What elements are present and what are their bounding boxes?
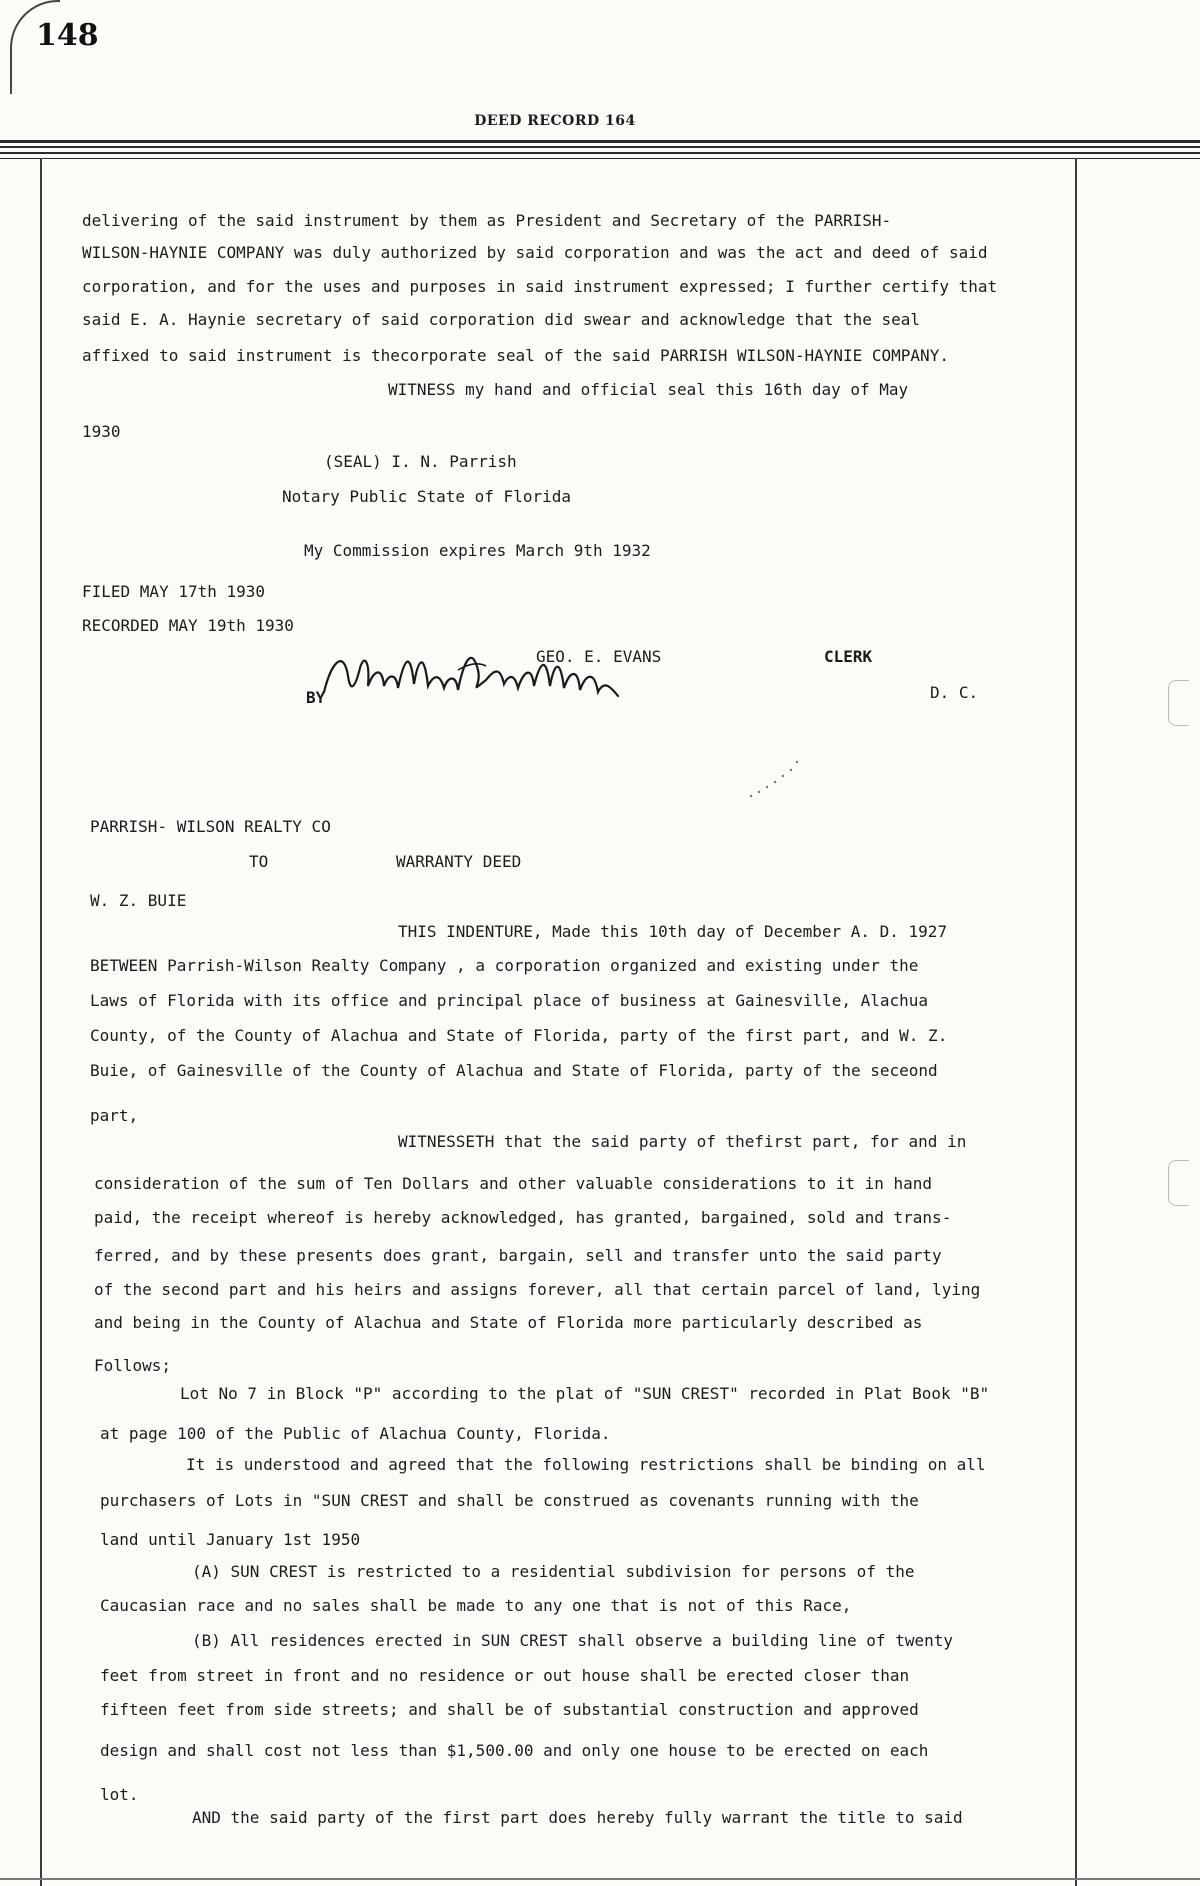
text-line: (B) All residences erected in SUN CREST shall observe a building line of twenty [192, 1631, 953, 1650]
text-line: WARRANTY DEED [396, 852, 522, 871]
text-line: Lot No 7 in Block "P" according to the plat of "SUN CREST" recorded in Plat Book "B" [180, 1384, 990, 1403]
text-line: feet from street in front and no residence or out house shall be erected closer than [100, 1666, 910, 1685]
faint-stamp-mark [745, 752, 805, 802]
text-line: 1930 [82, 422, 121, 441]
text-line: consideration of the sum of Ten Dollars and other valuable considerations to it in hand [94, 1174, 933, 1193]
running-head: DEED RECORD 164 [474, 113, 636, 129]
text-line: affixed to said instrument is thecorporate seal of the said PARRISH WILSON-HAYNIE COMPANY. [82, 346, 949, 365]
text-line: County, of the County of Alachua and State of Florida, party of the first part, and W. Z. [90, 1026, 948, 1045]
text-line: said E. A. Haynie secretary of said corporation did swear and acknowledge that the seal [82, 310, 921, 329]
text-line: BETWEEN Parrish-Wilson Realty Company , a corporation organized and existing under the [90, 956, 919, 975]
page-number: 148 [36, 18, 99, 53]
text-line: paid, the receipt whereof is hereby acknowledged, has granted, bargained, sold and trans- [94, 1208, 952, 1227]
header-rule [0, 146, 1200, 148]
header-rule [0, 158, 1200, 159]
text-line: delivering of the said instrument by them as President and Secretary of the PARRISH- [82, 211, 892, 230]
text-line: It is understood and agreed that the following restrictions shall be binding on all [186, 1455, 986, 1474]
text-line: part, [90, 1106, 139, 1125]
text-line: (A) SUN CREST is restricted to a residential subdivision for persons of the [192, 1562, 915, 1581]
text-line: purchasers of Lots in "SUN CREST and shall be construed as covenants running with the [100, 1491, 919, 1510]
text-line: ferred, and by these presents does grant, bargain, sell and transfer unto the said party [94, 1246, 942, 1265]
text-line: D. C. [930, 683, 979, 702]
text-line: FILED MAY 17th 1930 [82, 582, 266, 601]
text-line: BY [306, 688, 326, 707]
text-line: W. Z. BUIE [90, 891, 187, 910]
text-line: (SEAL) I. N. Parrish [324, 452, 517, 471]
bottom-rule [0, 1878, 1200, 1880]
text-line: WITNESSETH that the said party of thefirst part, for and in [398, 1132, 967, 1151]
text-line: and being in the County of Alachua and State of Florida more particularly described as [94, 1313, 923, 1332]
text-line: WILSON-HAYNIE COMPANY was duly authorized by said corporation and was the act and deed of said [82, 243, 988, 262]
text-line: TO [249, 852, 269, 871]
header-rule [0, 140, 1200, 143]
text-line: THIS INDENTURE, Made this 10th day of December A. D. 1927 [398, 922, 948, 941]
text-line: My Commission expires March 9th 1932 [304, 541, 651, 560]
text-line: Caucasian race and no sales shall be made to any one that is not of this Race, [100, 1596, 852, 1615]
text-line: corporation, and for the uses and purposes in said instrument expressed; I further certify that [82, 277, 998, 296]
binding-punch-mark [1168, 1160, 1189, 1206]
text-line: land until January 1st 1950 [100, 1530, 361, 1549]
text-line: lot. [100, 1785, 139, 1804]
text-line: PARRISH- WILSON REALTY CO [90, 817, 331, 836]
text-line: WITNESS my hand and official seal this 16th day of May [388, 380, 909, 399]
text-line: AND the said party of the first part does hereby fully warrant the title to said [192, 1808, 963, 1827]
text-line: Follows; [94, 1356, 172, 1375]
header-rule [0, 152, 1200, 154]
text-line: CLERK [824, 647, 873, 666]
text-line: Buie, of Gainesville of the County of Alachua and State of Florida, party of the seceond [90, 1061, 938, 1080]
binding-punch-mark [1168, 680, 1189, 726]
clerk-signature [318, 640, 698, 720]
right-margin-rule [1075, 158, 1077, 1886]
left-margin-rule [40, 158, 42, 1886]
text-line: RECORDED MAY 19th 1930 [82, 616, 294, 635]
text-line: GEO. E. EVANS [536, 647, 662, 666]
text-line: fifteen feet from side streets; and shall be of substantial construction and approved [100, 1700, 919, 1719]
text-line: at page 100 of the Public of Alachua County, Florida. [100, 1424, 611, 1443]
text-line: Laws of Florida with its office and principal place of business at Gainesville, Alachua [90, 991, 929, 1010]
text-line: of the second part and his heirs and assigns forever, all that certain parcel of land, lying [94, 1280, 981, 1299]
text-line: Notary Public State of Florida [282, 487, 571, 506]
text-line: design and shall cost not less than $1,500.00 and only one house to be erected on each [100, 1741, 929, 1760]
